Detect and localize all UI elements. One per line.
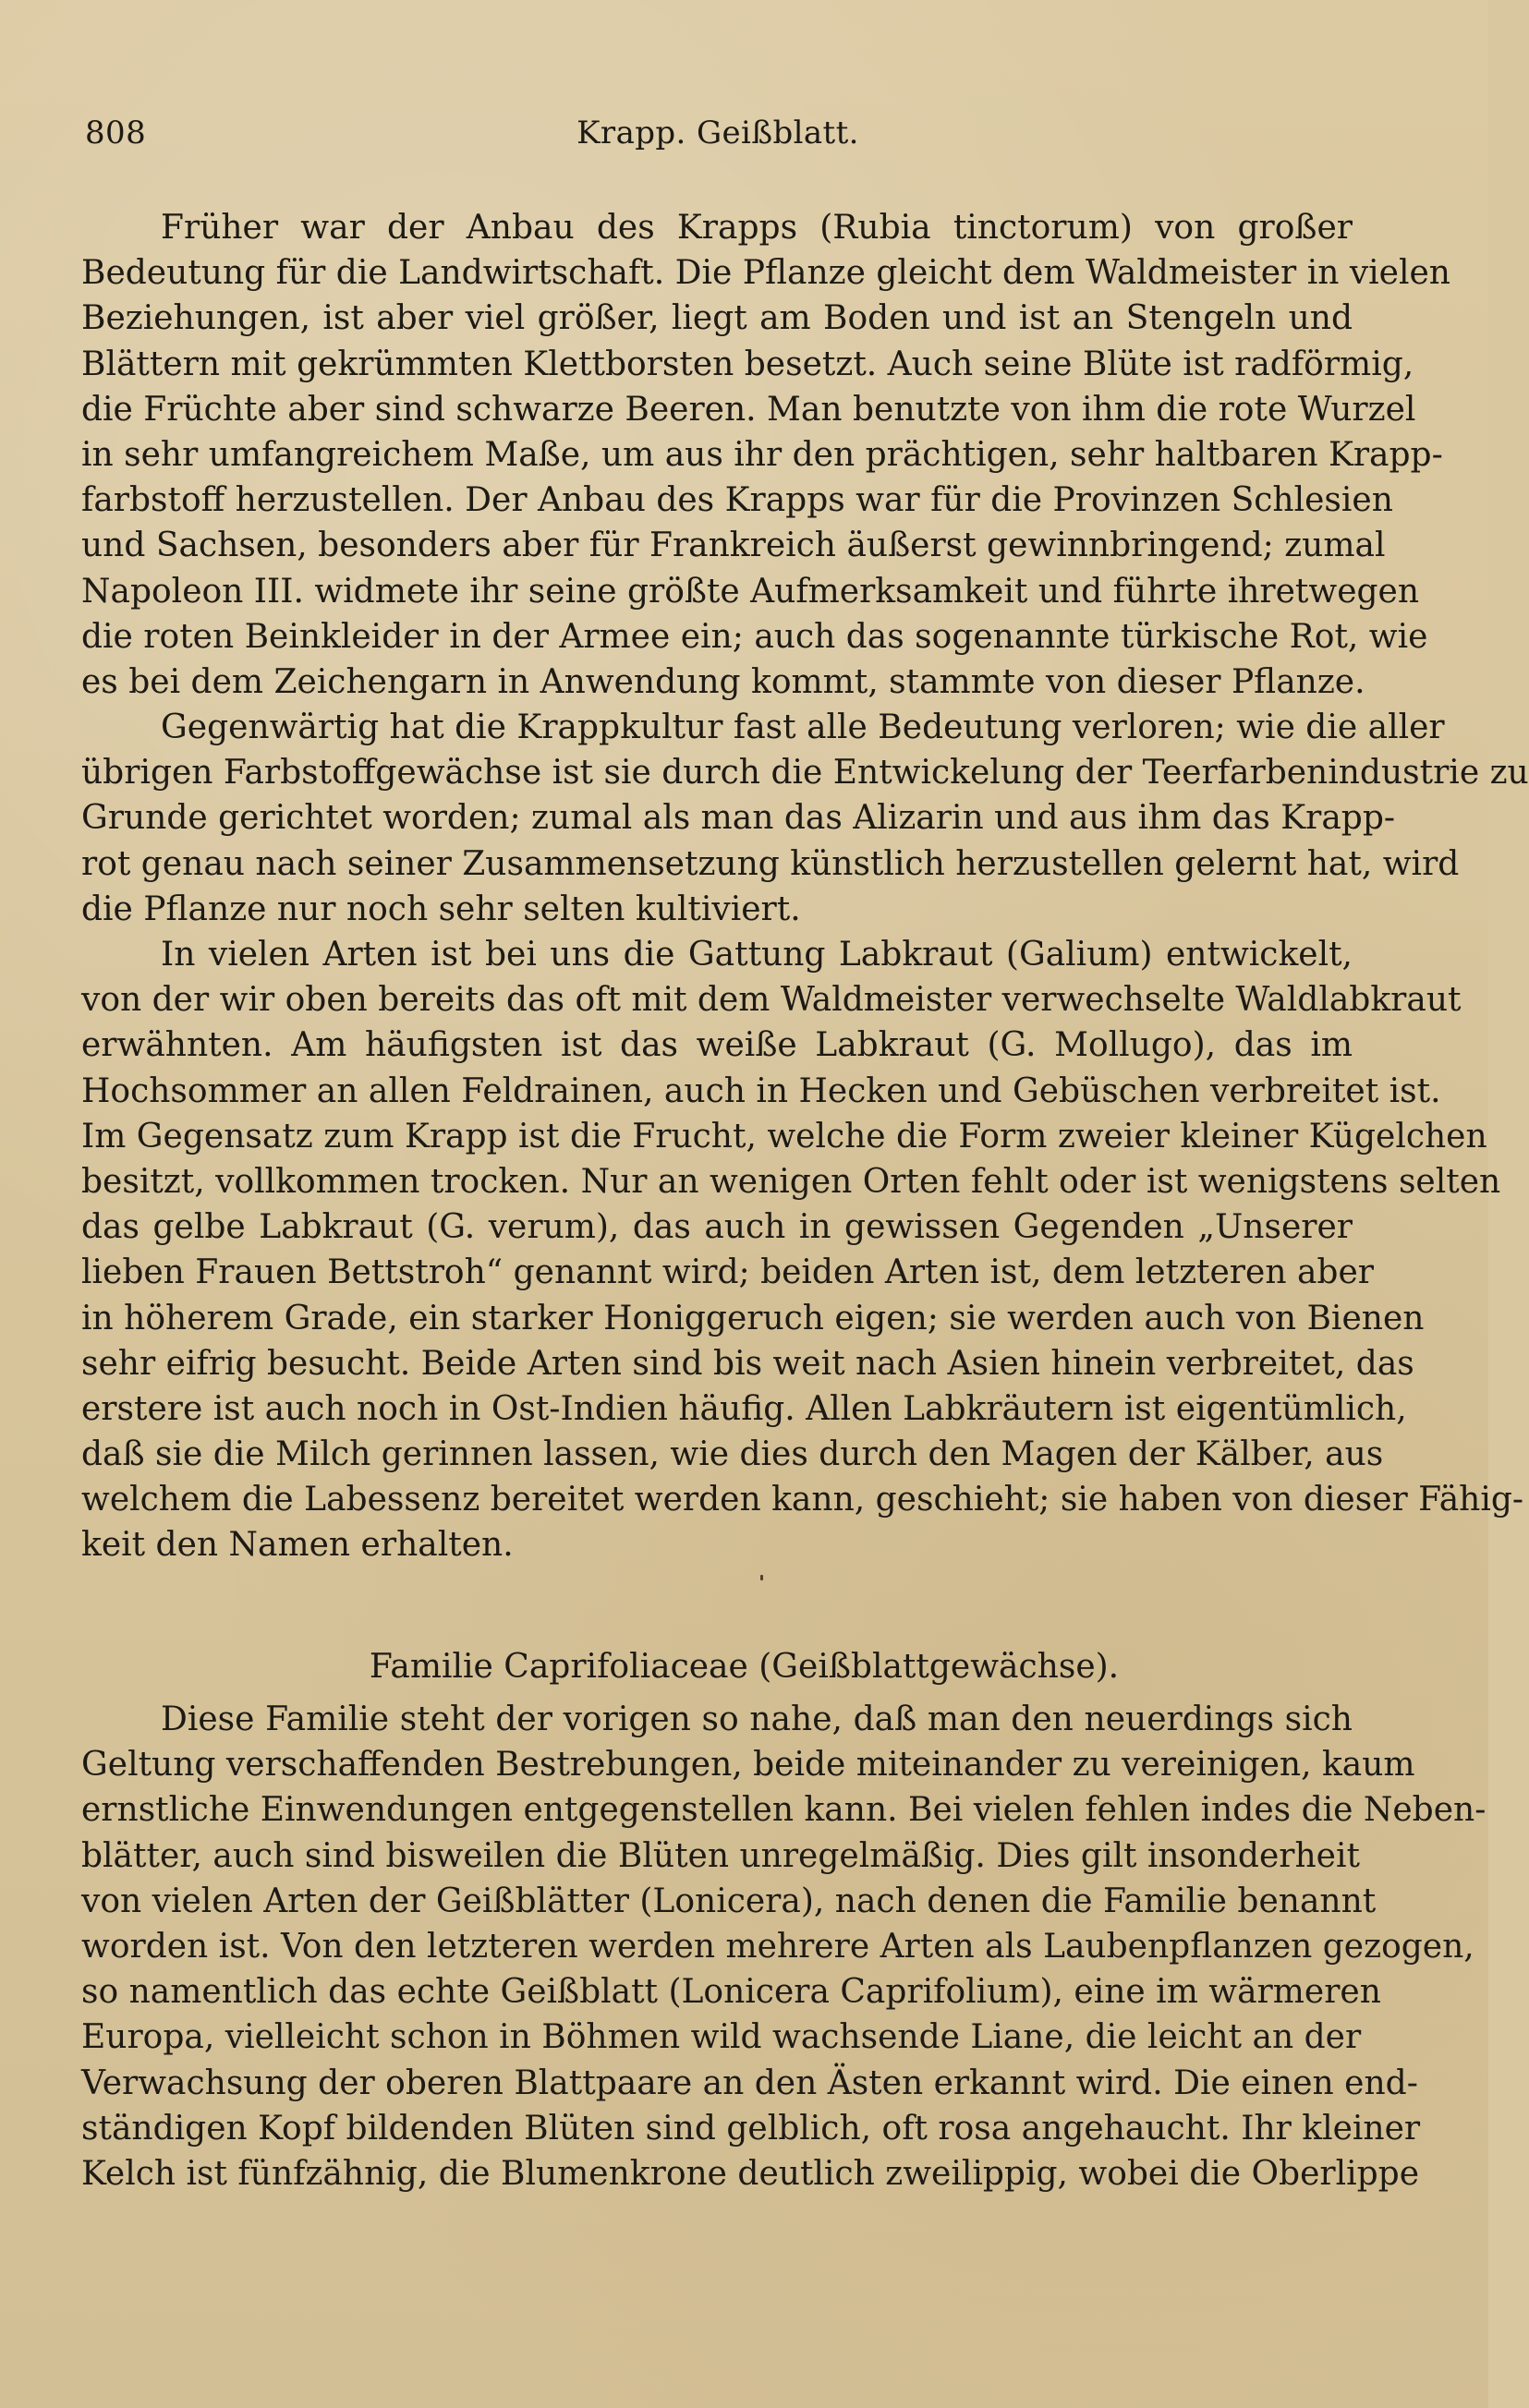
section-heading: Familie Caprifoliaceae (Geißblattgewächse). bbox=[369, 1648, 1120, 1686]
text-line: und Sachsen, besonders aber für Frankreich äußerst gewinnbringend; zumal bbox=[81, 526, 1386, 565]
text-line: daß sie die Milch gerinnen lassen, wie dies durch den Magen der Kälber, aus bbox=[81, 1435, 1384, 1474]
text-line: welchem die Labessenz bereitet werden kann, geschieht; sie haben von dieser Fähig- bbox=[81, 1481, 1524, 1519]
text-line: die Früchte aber sind schwarze Beeren. Man benutzte von ihm die rote Wurzel bbox=[81, 390, 1416, 429]
text-line: ständigen Kopf bildenden Blüten sind gelblich, oft rosa angehaucht. Ihr kleiner bbox=[81, 2109, 1421, 2148]
text-line: Europa, vielleicht schon in Böhmen wild wachsende Liane, die leicht an der bbox=[81, 2018, 1362, 2057]
text-line: sehr eifrig besucht. Beide Arten sind bis weit nach Asien hinein verbreitet, das bbox=[81, 1344, 1414, 1383]
body-text-section-2 bbox=[81, 1697, 1487, 2196]
running-title: Krapp. Geißblatt. bbox=[576, 115, 859, 151]
text-line: In vielen Arten ist bei uns die Gattung Labkraut (Galium) entwickelt, bbox=[161, 936, 1353, 974]
text-line: erstere ist auch noch in Ost-Indien häufig. Allen Labkräutern ist eigentümlich, bbox=[81, 1389, 1407, 1428]
text-line: besitzt, vollkommen trocken. Nur an wenigen Orten fehlt oder ist wenigstens selten bbox=[81, 1162, 1501, 1201]
page-header bbox=[85, 115, 1351, 163]
text-line: Im Gegensatz zum Krapp ist die Frucht, welche die Form zweier kleiner Kügelchen bbox=[81, 1117, 1487, 1156]
text-line: Beziehungen, ist aber viel größer, liegt am Boden und ist an Stengeln und bbox=[81, 299, 1353, 338]
text-line: Bedeutung für die Landwirtschaft. Die Pflanze gleicht dem Waldmeister in vielen bbox=[81, 254, 1450, 293]
text-line: erwähnten. Am häufigsten ist das weiße Labkraut (G. Mollugo), das im bbox=[81, 1026, 1353, 1065]
text-line: Gegenwärtig hat die Krappkultur fast alle Bedeutung verloren; wie die aller bbox=[161, 708, 1445, 747]
text-line: Hochsommer an allen Feldrainen, auch in Hecken und Gebüschen verbreitet ist. bbox=[81, 1071, 1441, 1110]
text-line: übrigen Farbstoffgewächse ist sie durch die Entwickelung der Teerfarbenindustrie zu bbox=[81, 754, 1529, 793]
text-line: farbstoff herzustellen. Der Anbau des Krapps war für die Provinzen Schlesien bbox=[81, 481, 1393, 520]
text-line: von vielen Arten der Geißblätter (Lonicera), nach denen die Familie benannt bbox=[81, 1882, 1377, 1920]
text-line: lieben Frauen Bettstroh“ genannt wird; beiden Arten ist, dem letzteren aber bbox=[81, 1253, 1374, 1292]
text-line: Kelch ist fünfzähnig, die Blumenkrone deutlich zweilippig, wobei die Oberlippe bbox=[81, 2154, 1419, 2193]
text-line: Diese Familie steht der vorigen so nahe, daß man den neuerdings sich bbox=[161, 1700, 1353, 1738]
text-line: Blättern mit gekrümmten Klettborsten besetzt. Auch seine Blüte ist radförmig, bbox=[81, 345, 1414, 383]
text-line: rot genau nach seiner Zusammensetzung künstlich herzustellen gelernt hat, wird bbox=[81, 844, 1460, 883]
text-line: worden ist. Von den letzteren werden mehrere Arten als Laubenpflanzen gezogen, bbox=[81, 1927, 1474, 1966]
text-line: keit den Namen erhalten. bbox=[81, 1526, 514, 1565]
text-line: so namentlich das echte Geißblatt (Lonicera Caprifolium), eine im wärmeren bbox=[81, 1973, 1381, 2012]
text-line: es bei dem Zeichengarn in Anwendung kommt, stammte von dieser Pflanze. bbox=[81, 662, 1365, 701]
text-line: blätter, auch sind bisweilen die Blüten unregelmäßig. Dies gilt insonderheit bbox=[81, 1836, 1360, 1875]
text-line: die roten Beinkleider in der Armee ein; auch das sogenannte türkische Rot, wie bbox=[81, 617, 1428, 656]
text-line: das gelbe Labkraut (G. verum), das auch in gewissen Gegenden „Unserer bbox=[81, 1208, 1353, 1247]
text-line: in höherem Grade, ein starker Honiggeruch eigen; sie werden auch von Bienen bbox=[81, 1299, 1425, 1337]
text-line: von der wir oben bereits das oft mit dem Waldmeister verwechselte Waldlabkraut bbox=[81, 981, 1462, 1020]
text-line: Grunde gerichtet worden; zumal als man das Alizarin und aus ihm das Krapp- bbox=[81, 799, 1396, 838]
text-line: ernstliche Einwendungen entgegenstellen kann. Bei vielen fehlen indes die Neben- bbox=[81, 1791, 1487, 1830]
text-line: die Pflanze nur noch sehr selten kultiviert. bbox=[81, 889, 801, 928]
ink-mark bbox=[760, 1575, 763, 1580]
text-line: Früher war der Anbau des Krapps (Rubia tinctorum) von großer bbox=[161, 209, 1353, 247]
text-line: Napoleon III. widmete ihr seine größte Aufmerksamkeit und führte ihretwegen bbox=[81, 572, 1420, 611]
text-line: Geltung verschaffenden Bestrebungen, beide miteinander zu vereinigen, kaum bbox=[81, 1746, 1415, 1785]
text-line: in sehr umfangreichem Maße, um aus ihr den prächtigen, sehr haltbaren Krapp- bbox=[81, 435, 1443, 474]
page-number: 808 bbox=[85, 115, 147, 151]
body-text-section-1 bbox=[81, 205, 1529, 1568]
text-line: Verwachsung der oberen Blattpaare an den Ästen erkannt wird. Die einen end- bbox=[81, 2063, 1418, 2102]
